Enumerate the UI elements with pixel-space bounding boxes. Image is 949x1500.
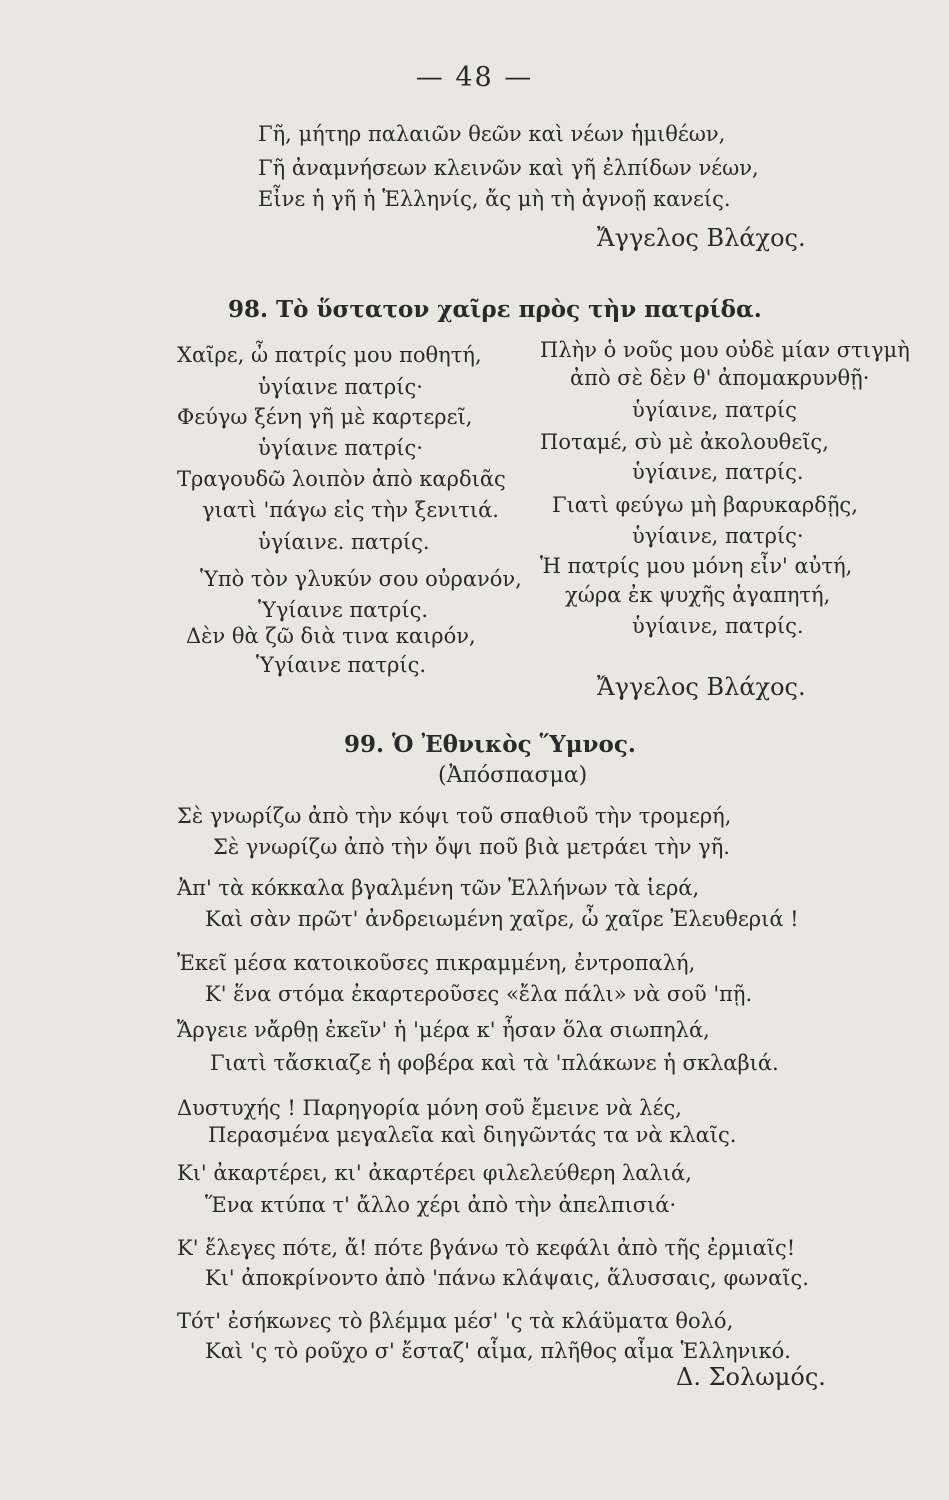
poem-line: Τραγουδῶ λοιπὸν ἀπὸ καρδιᾶς [177, 467, 506, 491]
poem-line: χώρα ἐκ ψυχῆς ἀγαπητή, [565, 583, 831, 607]
poem-line: Ἐκεῖ μέσα κατοικοῦσες πικραμμένη, ἐντροπαλή, [177, 951, 696, 975]
poem-line: ὑγίαινε πατρίς· [258, 375, 423, 399]
poem-line: ὑγίαινε, πατρίς [632, 398, 797, 422]
poem-line: Ἀπ' τὰ κόκκαλα βγαλμένη τῶν Ἑλλήνων τὰ ἱερά, [177, 876, 700, 900]
author-signature: Ἄγγελος Βλάχος. [597, 224, 806, 252]
poem-line: ὑγίαινε, πατρίς. [632, 614, 804, 638]
poem-line: Εἶνε ἡ γῆ ἡ Ἑλληνίς, ἄς μὴ τὴ ἀγνοῇ κανείς. [258, 187, 731, 211]
poem-line: Δὲν θὰ ζῶ διὰ τινα καιρόν, [186, 624, 476, 648]
poem-line: Σὲ γνωρίζω ἀπὸ τὴν κόψι τοῦ σπαθιοῦ τὴν τρομερή, [177, 804, 732, 828]
poem-line: Κι' ἀκαρτέρει, κι' ἀκαρτέρει φιλελεύθερη λαλιά, [177, 1161, 692, 1185]
poem-line: Περασμένα μεγαλεῖα καὶ διηγῶντάς τα νὰ κλαῖς. [208, 1123, 737, 1147]
poem-title: 99. Ὁ Ἐθνικὸς Ὕμνος. [344, 731, 636, 758]
poem-line: ὑγίαινε πατρίς· [258, 436, 423, 460]
author-signature: Ἄγγελος Βλάχος. [597, 673, 806, 701]
poem-line: Σὲ γνωρίζω ἀπὸ τὴν ὄψι ποῦ βιὰ μετράει τὴν γῆ. [213, 835, 730, 859]
poem-line: Φεύγω ξένη γῆ μὲ καρτερεῖ, [177, 405, 473, 429]
poem-line: ὑγίαινε. πατρίς. [258, 530, 430, 554]
poem-line: Κ' ἔλεγες πότε, ἄ! πότε βγάνω τὸ κεφάλι ἀπὸ τῆς ἐρμιαῖς! [177, 1236, 796, 1260]
poem-line: Ἄργειε νἄρθῃ ἐκεῖν' ἡ 'μέρα κ' ἦσαν ὅλα σιωπηλά, [177, 1018, 710, 1042]
poem-line: Γιατὶ φεύγω μὴ βαρυκαρδῇς, [552, 493, 858, 517]
poem-line: Κ' ἕνα στόμα ἐκαρτεροῦσες «ἔλα πάλι» νὰ σοῦ 'πῇ. [205, 982, 753, 1006]
poem-line: Δυστυχής ! Παρηγορία μόνη σοῦ ἔμεινε νὰ λές, [177, 1096, 682, 1120]
poem-line: Τότ' ἐσήκωνες τὸ βλέμμα μέσ' 'ς τὰ κλάϋματα θολό, [177, 1309, 734, 1333]
poem-subtitle: (Ἀπόσπασμα) [438, 763, 588, 788]
poem-line: Γῆ, μήτηρ παλαιῶν θεῶν καὶ νέων ἡμιθέων, [258, 122, 726, 146]
poem-line: ὑγίαινε, πατρίς· [632, 524, 804, 548]
poem-line: Καὶ σὰν πρῶτ' ἀνδρειωμένη χαῖρε, ὦ χαῖρε Ἐλευθεριά ! [205, 907, 799, 931]
poem-line: Ὑγίαινε πατρίς. [256, 653, 426, 677]
page-number: — 48 — [415, 62, 534, 93]
poem-line: γιατὶ 'πάγω εἰς τὴν ξενιτιά. [202, 498, 499, 522]
author-signature: Δ. Σολωμός. [676, 1363, 826, 1391]
poem-line: Γιατὶ τἄσκιαζε ἡ φοβέρα καὶ τὰ 'πλάκωνε ἡ σκλαβιά. [210, 1051, 779, 1075]
poem-line: Κι' ἀποκρίνοντο ἀπὸ 'πάνω κλάψαις, ἅλυσσαις, φωναῖς. [205, 1266, 809, 1290]
poem-title: 98. Τὸ ὕστατον χαῖρε πρὸς τὴν πατρίδα. [228, 296, 762, 323]
poem-line: Γῆ ἀναμνήσεων κλεινῶν καὶ γῆ ἐλπίδων νέων, [258, 156, 759, 180]
poem-line: Ποταμέ, σὺ μὲ ἀκολουθεῖς, [540, 430, 829, 454]
poem-line: Πλὴν ὁ νοῦς μου οὐδὲ μίαν στιγμὴ [540, 338, 910, 362]
poem-line: Χαῖρε, ὦ πατρίς μου ποθητή, [177, 343, 482, 367]
poem-line: Ἕνα κτύπα τ' ἄλλο χέρι ἀπὸ τὴν ἀπελπισιά· [205, 1193, 677, 1217]
poem-line: ὑγίαινε, πατρίς. [632, 460, 804, 484]
poem-line: Καὶ 'ς τὸ ροῦχο σ' ἔσταζ' αἷμα, πλῆθος αἷμα Ἑλληνικό. [205, 1339, 791, 1363]
poem-line: Ἡ πατρίς μου μόνη εἶν' αὐτή, [540, 554, 853, 578]
poem-line: ἀπὸ σὲ δὲν θ' ἀπομακρυνθῇ· [570, 366, 870, 390]
poem-line: Ὑγίαινε πατρίς. [258, 598, 428, 622]
poem-line: Ὑπὸ τὸν γλυκύν σου οὐρανόν, [200, 567, 522, 591]
